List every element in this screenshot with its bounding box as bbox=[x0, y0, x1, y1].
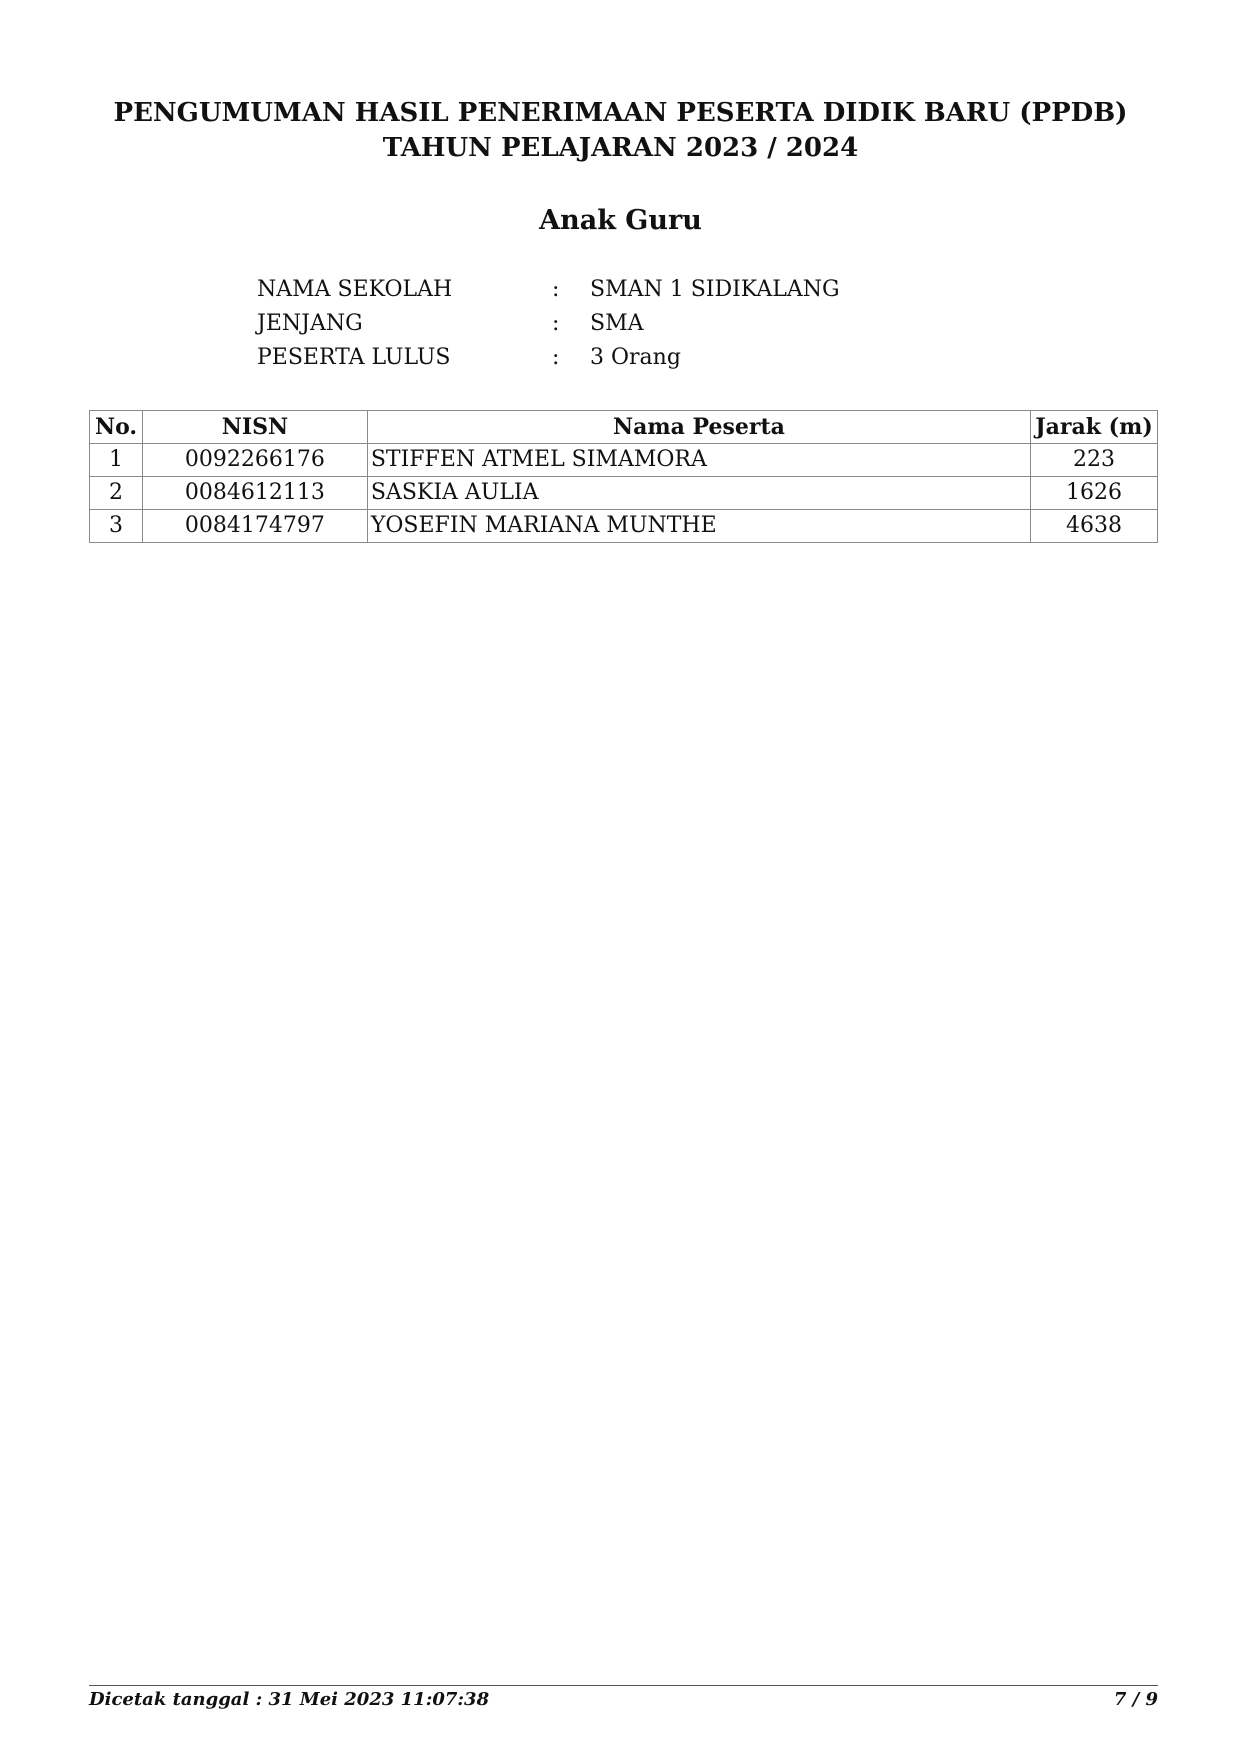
cell-distance: 1626 bbox=[1031, 477, 1158, 510]
info-row-level bbox=[257, 307, 957, 341]
category-subtitle: Anak Guru bbox=[539, 205, 702, 236]
table-row bbox=[90, 444, 1158, 477]
header-nisn: NISN bbox=[142, 411, 367, 444]
header-no: No. bbox=[90, 411, 143, 444]
info-row-school-name bbox=[257, 273, 957, 307]
table-row bbox=[90, 510, 1158, 543]
cell-name: YOSEFIN MARIANA MUNTHE bbox=[367, 510, 1030, 543]
cell-name: SASKIA AULIA bbox=[367, 477, 1030, 510]
info-label: JENJANG bbox=[257, 311, 363, 336]
info-row-passed bbox=[257, 341, 957, 375]
footer-divider bbox=[89, 1685, 1158, 1686]
page-number: 7 / 9 bbox=[1113, 1689, 1158, 1710]
page-title-line-2: TAHUN PELAJARAN 2023 / 2024 bbox=[382, 133, 859, 163]
cell-nisn: 0084612113 bbox=[142, 477, 367, 510]
cell-no: 2 bbox=[90, 477, 143, 510]
info-colon: : bbox=[552, 345, 560, 370]
cell-distance: 223 bbox=[1031, 444, 1158, 477]
header-name: Nama Peserta bbox=[367, 411, 1030, 444]
cell-no: 3 bbox=[90, 510, 143, 543]
info-label: NAMA SEKOLAH bbox=[257, 277, 453, 302]
info-colon: : bbox=[552, 311, 560, 336]
page-title-line-1: PENGUMUMAN HASIL PENERIMAAN PESERTA DIDIK BARU (PPDB) bbox=[113, 98, 1128, 128]
cell-name: STIFFEN ATMEL SIMAMORA bbox=[367, 444, 1030, 477]
header-distance: Jarak (m) bbox=[1031, 411, 1158, 444]
cell-distance: 4638 bbox=[1031, 510, 1158, 543]
info-value: SMAN 1 SIDIKALANG bbox=[590, 277, 840, 302]
table-row bbox=[90, 477, 1158, 510]
cell-nisn: 0084174797 bbox=[142, 510, 367, 543]
table-header-row bbox=[90, 411, 1158, 444]
cell-no: 1 bbox=[90, 444, 143, 477]
info-label: PESERTA LULUS bbox=[257, 345, 451, 370]
info-colon: : bbox=[552, 277, 560, 302]
results-table bbox=[89, 410, 1158, 543]
cell-nisn: 0092266176 bbox=[142, 444, 367, 477]
school-info bbox=[257, 273, 957, 375]
info-value: SMA bbox=[590, 311, 644, 336]
print-date: Dicetak tanggal : 31 Mei 2023 11:07:38 bbox=[89, 1689, 490, 1710]
info-value: 3 Orang bbox=[590, 345, 681, 370]
